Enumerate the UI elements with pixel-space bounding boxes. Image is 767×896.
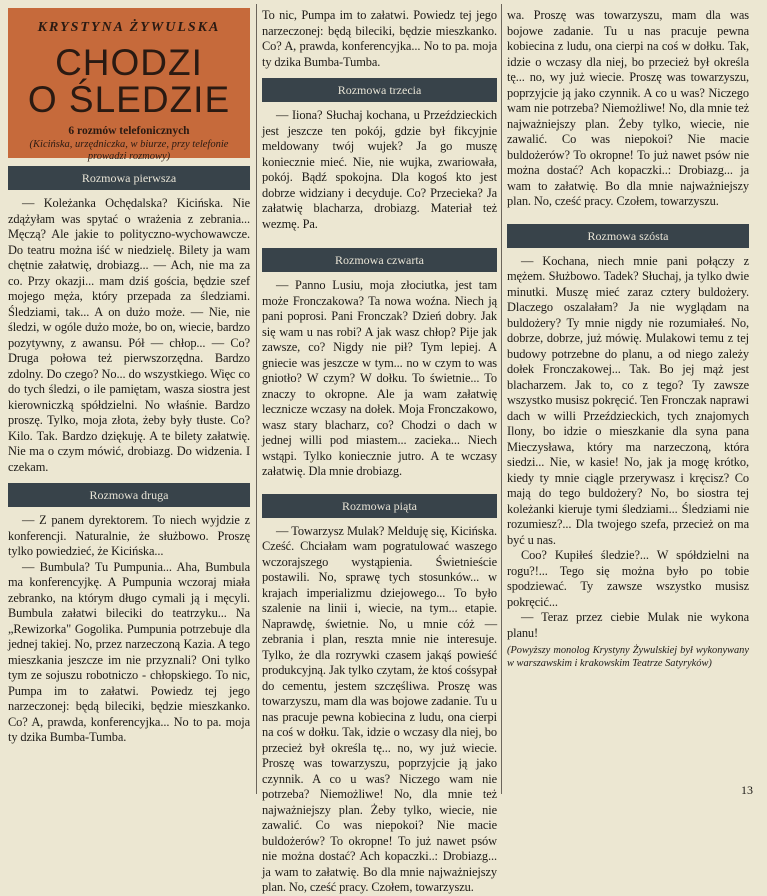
page-number: 13	[741, 783, 753, 797]
section-heading-4: Rozmowa czwarta	[262, 248, 497, 272]
title-block	[8, 8, 250, 162]
section-1-paragraph: — Koleżanka Ochędalska? Kicińska. Nie zdążyłam was spytać o wrażenia z zebrania... Męczą? Ale jakie to polityczno-wychowawcze. Do teatru można iść w niedzielę. Bilety ja wam chętnie załatwię, drobiazg... — Ach, nie ma za co. Przy okazji... mam dziś gościa, będzie szef mojego męża, który przepada za śledziami. Śledziami, tak... A on dużo może. — Nie, nie śledzi, w ogóle dużo może, bo on, wiecie, bardzo pozytywny, z awansu. Pół — chłop... — Co? Druga połowa też pierwszorzędna. Bardzo zdolny. Do czego? No... do wszystkiego. Więc co do tych śledzi, o ile pamiętam, wasza siostra jest kierowniczką spółdzielni. No właśnie. Bardzo proszę. Tylko, moja złota, żeby były tłuste. Co? Kilo. Tak. Bardzo dziękuję. A te bilety załatwię. Nie ma o czym mówić, drobiazg. Do widzenia. I czekam.	[8, 196, 250, 474]
section-heading-5: Rozmowa piąta	[262, 494, 497, 518]
section-6-paragraph-2: Coo? Kupiłeś śledzie?... W spółdzielni na rogu?!... Tego się można było po tobie spodziewać. Ty zawsze wszystko musisz pokręcić...	[507, 548, 749, 609]
column-1	[8, 8, 250, 744]
column-3	[507, 8, 749, 670]
section-2-paragraph-1: — Z panem dyrektorem. To niech wyjdzie z konferencji. Naturalnie, że służbowo. Proszę tylko powiedzieć, że Kicińska...	[8, 513, 250, 558]
section-heading-2: Rozmowa druga	[8, 483, 250, 507]
section-2-continued: To nic, Pumpa im to załatwi. Powiedz tej jego narzeczonej: będą bileciki, będzie mieszkanko. Co? A, prawda, konferencyjka... No to pa. moja ty dzika Bumba-Tumba.	[262, 8, 497, 69]
subtitle: 6 rozmów telefonicznych	[68, 125, 190, 137]
column-2	[262, 8, 497, 894]
section-heading-1: Rozmowa pierwsza	[8, 166, 250, 190]
performance-note: (Powyższy monolog Krystyny Żywulskiej był wykonywany w warszawskim i krakowskim Teatrze Satyryków)	[507, 645, 749, 669]
section-3-paragraph: — Iiona? Słuchaj kochana, u Przeździeckich jest jeszcze ten pokój, gdzie był fikcyjnie meldowany twój wujek? Ja go muszę koniecznie mieć. Nie, nie wujka, zwariowała, pokój. Bądź spokojna. Dla kogoś kto jest dobrze widziany i decyduje. Co? Przecieka? Ja załatwię blacharza, drobiazg. Materiał też wezmę. Pa.	[262, 108, 497, 231]
section-6-paragraph-1: — Kochana, niech mnie pani połączy z mężem. Służbowo. Tadek? Słuchaj, ja tylko dwie minutki. Muszę mieć zaraz cztery buldożery. Dlaczego oszalałam? Ja nie wyglądam na buldożery? Ty mnie nigdy nie rozumiałeś. No, dobrze, dobrze, już mówię. Mulakowi temu z tej budowy potrzebne do planu, a od niego zależy dołek Fronczakowej... Tak. Bo jej mąż jest blacharzem. Jak to, co z tego? Ty zawsze wszystko musisz pokręcić. Ten Fronczak naprawi dach w willi Przeździeckich, tych znajomych Ilony, bo idzie o mieszkanie dla syna pana Mieczysława, który ma narzeczoną, która siedzi... Nie, w kasie! No, jak ja mogę krótko, kiedy ty mnie ciągle przerywasz i kręcisz? Co mają do tego buldożery? No, bo siostra tej koleżanki kieruje tymi śledziami... Śledziami nie rozumiesz?... Dla twojego szefa, przecież on ma być u nas.	[507, 253, 749, 547]
headline	[12, 44, 246, 118]
section-heading-6: Rozmowa szósta	[507, 224, 749, 248]
section-4-paragraph: — Panno Lusiu, moja złociutka, jest tam może Fronczakowa? Ta nowa woźna. Niech ją pani poprosi. Pani Fronczak? Dzień dobry. Jak się wam u nas robi? A jak wasz chłop? Pije jak zawsze, co? Nigdy nie pił? Tym lepiej. A gniecie was jeszcze w tym... no w czym to was gniotło? W czym? W dołku. To świetnie... To znaczy to okropne. Ale ja wam załatwię lecznicze wczasy na dołek. Moja Fronczakowo, wasz stary blacharz, co? Chodzi o dach w jednej willi pod miastem... zacieka... Niech wstąpi. Tylko koniecznie jutro. A te wczasy załatwię. Dla mnie drobiazg.	[262, 278, 497, 478]
headline-line-2: O ŚLEDZIE	[27, 79, 231, 120]
headline-line-1: CHODZI	[55, 42, 203, 83]
section-6-paragraph-3: — Teraz przez ciebie Mulak nie wykona planu!	[507, 610, 749, 640]
section-2-paragraph-2: — Bumbula? Tu Pumpunia... Aha, Bumbula ma konferencyjkę. A Pumpunia wczoraj miała zebranko, na którym długo cymali ją i męcyli. Bumbula załatwi bileciki do teatrzyku... Na „Rewizorka" Gogolika. Pumpunia potrzebuje dla jednej takiej. No, przez narzeczoną Kazia. A tego mieszkania jeszcze im nie przyznali? Oni tylko tym ze sojuszu robotniczo - chłopskiego. To nic, Pumpa im to załatwi. Powiedz tej jego narzeczonej: będą bileciki, będzie mieszkanko. Co? A, prawda, konferencyjka... No to pa. moja ty dzika Bumba-Tumba.	[8, 559, 250, 744]
section-5-paragraph: — Towarzysz Mulak? Melduję się, Kicińska. Cześć. Chciałam wam pogratulować waszego wczorajszego wystąpienia. Świetnieście postawili. No, sprawę tych stosunków... w krajach imperializmu dziejowego... To było szalenie na linii i, wiecie, na tym... etapie. Naprawdę, świetnie. No, u mnie cóż — zebrania i plan, reszta mnie nie interesuje. Tylko, że dla rozrywki czasem jakąś powieść produkcyjną. Jak tylko czytam, że ktoś cośsypał do cementu, jestem szczęśliwa. Proszę was towarzyszu, mam dla was bojowe zadanie. Tu u nas pracuje pewna kobiecina z ludu, ona cierpi na coś w dołku. Tak, idzie o wczasy dla niej, bo przecież był określa tę... no, wy już wiecie. Proszę was towarzyszu, poprzyjcie ją jako czynnik. A co u was? Niczego wam nie potrzeba? Niemożliwe! No, dla mnie też najważniejszy plan. Żeby tylko, wiecie, nie zawalić. Co was niepokoi? Nie macie buldożerów? To okropne! To już nawet psów nie można dostać? Ach kopaczki..: Drobiazg... ja wam to załatwię. Bo dla mnie najważniejszy plan. No, cześć pracy. Czołem, towarzyszu.	[262, 523, 497, 894]
section-5-continued: wa. Proszę was towarzyszu, mam dla was bojowe zadanie. Tu u nas pracuje pewna kobiecina z ludu, ona cierpi na coś w dołku. Tak, idzie o wczasy dla niej, bo przecież był określa tę... no, wy już wiecie. Proszę was towarzyszu, poprzyjcie ją jako czynnik. A co u was? Niczego wam nie potrzeba? Niemożliwe! No, dla mnie też najważniejszy plan. Żeby tylko, wiecie, nie zawalić. Co was niepokoi? Nie macie buldożerów? To okropne! To już nawet psów nie można dostać? Ach kopaczki..: Drobiazg... ja wam to załatwię. Bo dla mnie najważniejszy plan. No, cześć pracy. Czołem, towarzyszu.	[507, 8, 749, 208]
author-name: KRYSTYNA ŻYWULSKA	[37, 20, 221, 35]
section-heading-3: Rozmowa trzecia	[262, 78, 497, 102]
subnote: (Kicińska, urzędniczka, w biurze, przy telefonie prowadzi rozmowy)	[29, 139, 229, 162]
